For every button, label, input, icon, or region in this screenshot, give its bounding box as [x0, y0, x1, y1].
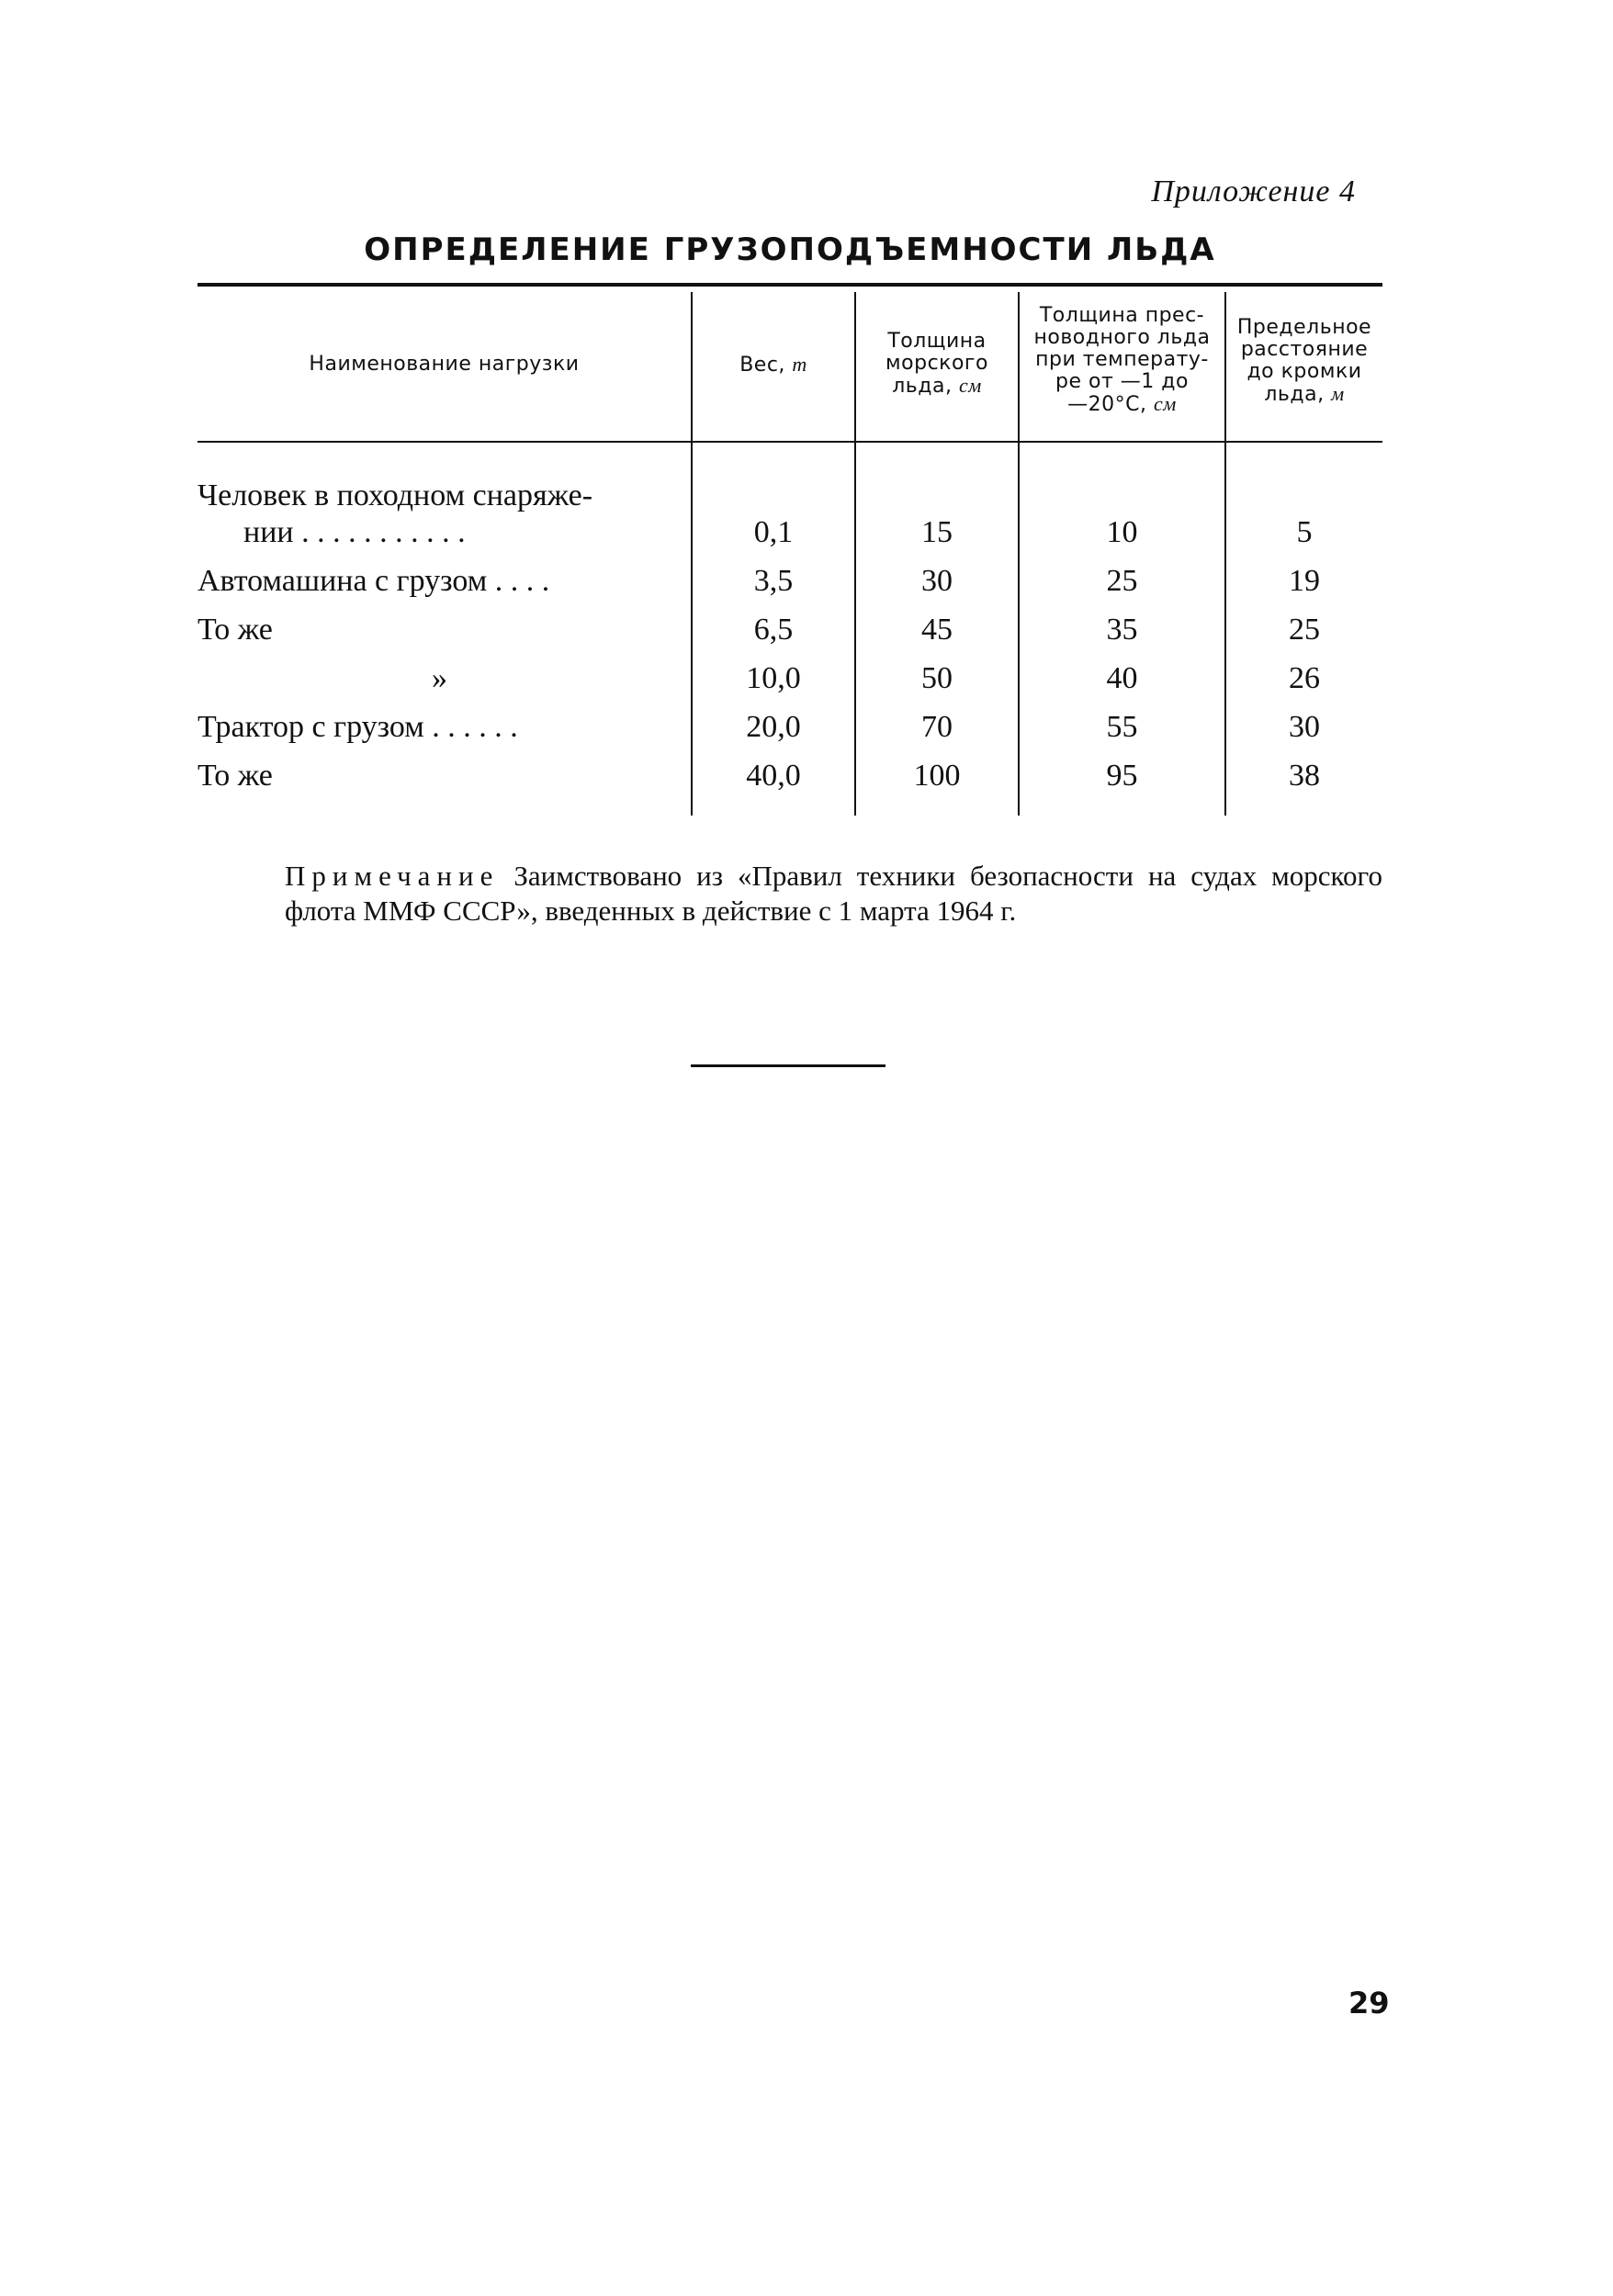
cell-weight: 20,0: [746, 710, 801, 744]
row-label: Автомашина с грузом . . . .: [197, 564, 550, 598]
appendix-label: Приложение 4: [1151, 174, 1356, 208]
cell-fresh-ice: 55: [1106, 710, 1138, 744]
cell-distance: 38: [1289, 759, 1320, 793]
row-label: То же: [197, 759, 273, 793]
end-rule: [691, 1064, 885, 1067]
cell-sea-ice: 15: [921, 515, 953, 549]
column-header-weight: Вес, т: [739, 353, 807, 377]
cell-sea-ice: 70: [921, 710, 953, 744]
cell-weight: 10,0: [746, 661, 801, 695]
cell-distance: 19: [1289, 564, 1320, 598]
cell-distance: 25: [1289, 613, 1320, 647]
table-header-rule: [197, 441, 1382, 443]
cell-distance: 30: [1289, 710, 1320, 744]
cell-fresh-ice: 10: [1106, 515, 1138, 549]
cell-fresh-ice: 40: [1106, 661, 1138, 695]
cell-weight: 40,0: [746, 759, 801, 793]
cell-weight: 3,5: [753, 564, 794, 598]
table-top-rule: [197, 283, 1382, 287]
cell-sea-ice: 30: [921, 564, 953, 598]
table-note: [285, 859, 1382, 929]
cell-sea-ice: 50: [921, 661, 953, 695]
page-number: 29: [1348, 1986, 1390, 2020]
note-label: Примечание: [285, 860, 500, 892]
cell-fresh-ice: 25: [1106, 564, 1138, 598]
row-label: То же: [197, 613, 273, 647]
row-label: »: [432, 661, 447, 695]
column-header-sea-ice: Толщина морского льда, см: [885, 330, 988, 398]
cell-fresh-ice: 35: [1106, 613, 1138, 647]
cell-sea-ice: 45: [921, 613, 953, 647]
cell-weight: 0,1: [753, 515, 794, 549]
page-title: ОПРЕДЕЛЕНИЕ ГРУЗОПОДЪЕМНОСТИ ЛЬДА: [364, 231, 1216, 268]
note-text-rest: на судах морского флота ММФ СССР», введенных в действие с 1 марта 1964 г.: [285, 860, 1382, 927]
note-text-line1: Заимствовано из «Правил техники безопасности: [513, 860, 1134, 892]
column-header-distance: Предельное расстояние до кромки льда, м: [1236, 316, 1372, 406]
cell-distance: 5: [1296, 515, 1313, 549]
column-header-fresh-ice: Толщина прес- новодного льда при температу- ре от —1 до —20°С, см: [1033, 304, 1211, 416]
row-label: Трактор с грузом . . . . . .: [197, 710, 518, 744]
row-label: Человек в походном снаряже- нии . . . . . . . . . . .: [197, 478, 593, 549]
column-header-name: Наименование нагрузки: [309, 353, 580, 376]
cell-fresh-ice: 95: [1106, 759, 1138, 793]
cell-distance: 26: [1289, 661, 1320, 695]
cell-weight: 6,5: [753, 613, 794, 647]
cell-sea-ice: 100: [913, 759, 961, 793]
